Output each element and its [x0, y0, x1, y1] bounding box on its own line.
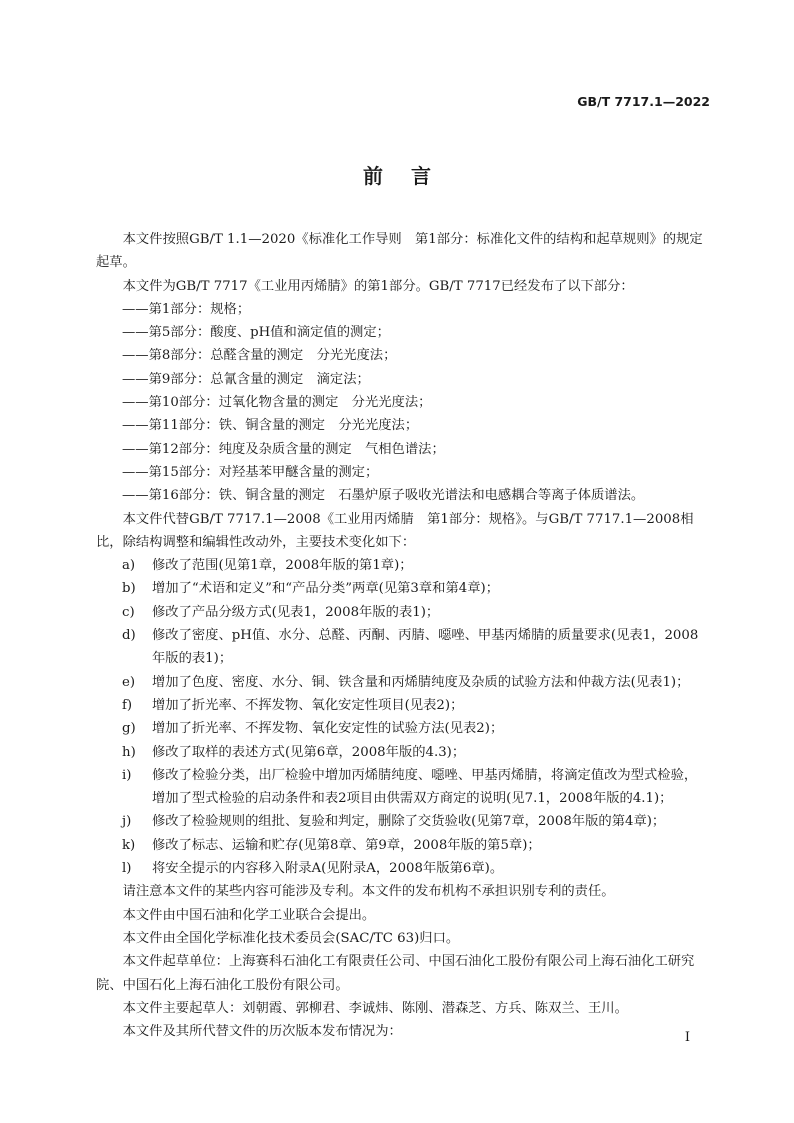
change-item-text: 增加了折光率、不挥发物、氧化安定性项目(见表2)；	[152, 697, 464, 713]
paragraph: 本文件起草单位：上海赛科石油化工有限责任公司、中国石油化工股份有限公司上海石油化工研究院、中国石化上海石油化工股份有限公司。	[96, 954, 695, 993]
part-list-item: ——第1部分：规格；	[122, 301, 251, 317]
paragraph: 本文件及其所代替文件的历次版本发布情况为：	[122, 1024, 402, 1040]
paragraph: 本文件主要起草人：刘朝霞、郭柳君、李诚炜、陈刚、潜森芝、方兵、陈双兰、王川。	[122, 1000, 628, 1016]
change-item	[96, 577, 710, 600]
change-item-text: 修改了检验规则的组批、复验和判定，删除了交货验收(见第7章，2008年版的第4章)；	[152, 814, 666, 830]
change-item	[96, 554, 710, 577]
change-item	[96, 834, 710, 857]
paragraph: 本文件按照GB/T 1.1—2020《标准化工作导则 第1部分：标准化文件的结构和起草规则》的规定起草。	[96, 232, 703, 271]
page-title	[0, 160, 794, 189]
part-list-item: ——第10部分：过氧化物含量的测定 分光光度法；	[122, 395, 432, 411]
change-item-mark: l)	[122, 861, 132, 877]
paragraph: 本文件由中国石油和化学工业联合会提出。	[122, 907, 376, 923]
part-list-item: ——第5部分：酸度、pH值和滴定值的测定；	[122, 325, 390, 341]
change-item-mark: b)	[122, 581, 136, 597]
title-char-1: 前	[363, 164, 383, 188]
change-item	[96, 764, 710, 811]
change-item-mark: a)	[122, 558, 136, 574]
change-item-mark: f)	[122, 697, 133, 713]
change-item-mark: g)	[122, 721, 136, 737]
paragraph: 本文件由全国化学标准化技术委员会(SAC/TC 63)归口。	[122, 930, 460, 946]
foreword-body	[96, 228, 710, 1043]
change-item	[96, 717, 710, 740]
change-item-text: 修改了范围(见第1章，2008年版的第1章)；	[152, 558, 413, 574]
part-list-item: ——第9部分：总氰含量的测定 滴定法；	[122, 371, 370, 387]
change-item-text: 增加了色度、密度、水分、铜、铁含量和丙烯腈纯度及杂质的试验方法和仲裁方法(见表1)；	[152, 674, 690, 690]
change-item-mark: d)	[122, 628, 136, 644]
change-item	[96, 624, 710, 671]
change-item	[96, 671, 710, 694]
change-item-text: 修改了密度、pH值、水分、总醛、丙酮、丙腈、噁唑、甲基丙烯腈的质量要求(见表1，2008年版的表1)；	[152, 628, 699, 667]
change-item-text: 修改了取样的表述方式(见第6章，2008年版的4.3)；	[152, 744, 466, 760]
change-item-text: 修改了标志、运输和贮存(见第8章、第9章，2008年版的第5章)；	[152, 837, 541, 853]
change-item	[96, 741, 710, 764]
change-item-mark: j)	[122, 814, 132, 830]
paragraph: 本文件代替GB/T 7717.1—2008《工业用丙烯腈 第1部分：规格》。与GB/T 7717.1—2008相比，除结构调整和编辑性改动外，主要技术变化如下：	[96, 511, 694, 550]
part-list-item: ——第12部分：纯度及杂质含量的测定 气相色谱法；	[122, 441, 445, 457]
change-item	[96, 694, 710, 717]
change-item	[96, 601, 710, 624]
change-item-text: 增加了折光率、不挥发物、氧化安定性的试验方法(见表2)；	[152, 721, 504, 737]
page-number: I	[684, 1030, 690, 1045]
change-item-mark: i)	[122, 767, 132, 783]
part-list-item: ——第8部分：总醛含量的测定 分光光度法；	[122, 348, 397, 364]
part-list-item: ——第16部分：铁、铜含量的测定 石墨炉原子吸收光谱法和电感耦合等离子体质谱法。	[122, 488, 645, 504]
part-list-item: ——第15部分：对羟基苯甲醚含量的测定；	[122, 464, 379, 480]
standard-code: GB/T 7717.1—2022	[577, 94, 710, 109]
change-item-mark: h)	[122, 744, 136, 760]
change-item-mark: k)	[122, 837, 136, 853]
change-item-text: 修改了检验分类，出厂检验中增加丙烯腈纯度、噁唑、甲基丙烯腈，将滴定值改为型式检验，增加了型式检验的启动条件和表2项目由供需双方商定的说明(见7.1，2008年版的4.1)；	[152, 767, 698, 807]
change-item	[96, 857, 710, 880]
change-item-text: 将安全提示的内容移入附录A(见附录A，2008年版第6章)。	[152, 861, 504, 877]
paragraph: 请注意本文件的某些内容可能涉及专利。本文件的发布机构不承担识别专利的责任。	[122, 884, 615, 900]
paragraph: 本文件为GB/T 7717《工业用丙烯腈》的第1部分。GB/T 7717已经发布了以下部分：	[122, 278, 634, 294]
change-item-text: 修改了产品分级方式(见表1，2008年版的表1)；	[152, 604, 440, 620]
title-char-2: 言	[411, 164, 431, 188]
change-item	[96, 810, 710, 833]
change-item-mark: c)	[122, 604, 135, 620]
part-list-item: ——第11部分：铁、铜含量的测定 分光光度法；	[122, 418, 419, 434]
change-item-text: 增加了“术语和定义”和“产品分类”两章(见第3章和第4章)；	[152, 581, 500, 597]
change-item-mark: e)	[122, 674, 136, 690]
